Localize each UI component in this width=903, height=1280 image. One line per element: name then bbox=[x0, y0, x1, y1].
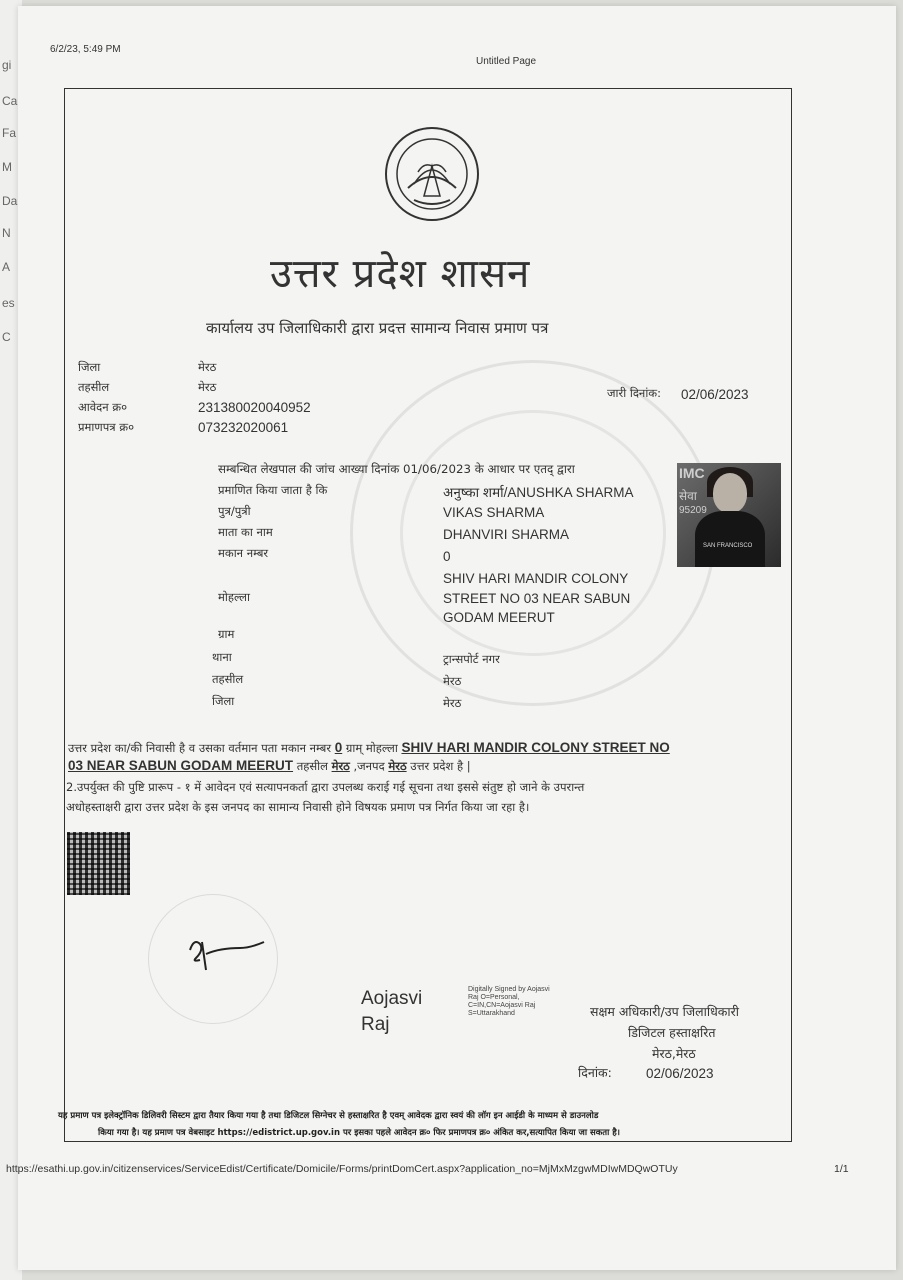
photo-shirt-text: SAN FRANCISCO bbox=[703, 543, 753, 549]
detail-value-name: अनुष्का शर्मा/ANUSHKA SHARMA bbox=[443, 485, 634, 500]
digital-signature-line: S=Uttarakhand bbox=[468, 1010, 515, 1017]
issue-date: 02/06/2023 bbox=[681, 387, 749, 402]
para2-line2: अधोहस्ताक्षरी द्वारा उत्तर प्रदेश के इस जनपद का सामान्य निवासी होने विषयक प्रमाण पत्र निर्गत किया जा रहा है। bbox=[66, 800, 530, 814]
photo-body bbox=[695, 511, 765, 567]
underlying-letter: N bbox=[2, 226, 11, 240]
uttar-pradesh-sarkar-seal-icon bbox=[384, 126, 480, 222]
certificate-footer-line1: यह प्रमाण पत्र इलेक्ट्रॉनिक डिलिवरी सिस्टम द्वारा तैयार किया गया है तथा डिजिटल सिग्नेचर से हस्ताक्षरित है एवम् आवेदक द्वारा स्वयं की लॉग इन आईडी के माध्यम से डाउनलोड bbox=[58, 1111, 599, 1121]
authority-date: 02/06/2023 bbox=[646, 1066, 714, 1081]
underlying-letter: A bbox=[2, 260, 11, 274]
detail-value-mother: DHANVIRI SHARMA bbox=[443, 527, 570, 542]
print-url: https://esathi.up.gov.in/citizenservices/ServiceEdist/Certificate/Domicile/Forms/printDomCert.aspx?application_no=MjMxMzgwMDIwMDQwOTUy bbox=[6, 1163, 678, 1175]
underlying-letter: Fa bbox=[2, 126, 17, 140]
meta-label-certificate-no: प्रमाणपत्र क्र० bbox=[78, 420, 135, 434]
underlying-letter: gi bbox=[2, 58, 12, 72]
certificate-subtitle: कार्यालय उप जिलाधिकारी द्वारा प्रदत्त सामान्य निवास प्रमाण पत्र bbox=[206, 319, 549, 337]
detail-value-police-station: ट्रान्सपोर्ट नगर bbox=[443, 652, 500, 666]
meta-label-application-no: आवेदन क्र० bbox=[78, 400, 128, 414]
digital-signature-block bbox=[468, 986, 588, 1018]
digital-signature-line: Raj O=Personal, bbox=[468, 994, 520, 1001]
detail-label-tehsil: तहसील bbox=[212, 672, 244, 686]
print-page-number: 1/1 bbox=[834, 1163, 849, 1175]
photo-overlay-text: IMC bbox=[679, 465, 705, 481]
para1-mohalla: SHIV HARI MANDIR COLONY STREET NO bbox=[401, 740, 670, 755]
para1-text: तहसील bbox=[296, 759, 328, 773]
authority-date-label: दिनांक: bbox=[578, 1065, 612, 1080]
meta-label-district: जिला bbox=[78, 360, 101, 374]
underlying-letter: Da bbox=[2, 194, 18, 208]
underlying-letter: C bbox=[2, 330, 11, 344]
detail-value-mohalla-line2: STREET NO 03 NEAR SABUN bbox=[443, 591, 631, 606]
photo-overlay-text: सेवा bbox=[679, 489, 697, 503]
meta-label-tehsil: तहसील bbox=[78, 380, 110, 394]
detail-value-district: मेरठ bbox=[443, 696, 462, 710]
detail-label-certify: प्रमाणित किया जाता है कि bbox=[218, 483, 328, 497]
para1-mohalla-cont: 03 NEAR SABUN GODAM MEERUT bbox=[68, 758, 294, 773]
detail-label-district: जिला bbox=[212, 694, 235, 708]
detail-value-tehsil: मेरठ bbox=[443, 674, 462, 688]
underlying-letter: es bbox=[2, 296, 15, 310]
detail-value-mohalla-line1: SHIV HARI MANDIR COLONY bbox=[443, 571, 629, 586]
authority-title: सक्षम अधिकारी/उप जिलाधिकारी bbox=[590, 1004, 739, 1019]
para1-text: उत्तर प्रदेश है | bbox=[410, 759, 471, 773]
certificate-title: उत्तर प्रदेश शासन bbox=[270, 251, 531, 297]
underlying-letter: Ca bbox=[2, 94, 18, 108]
para1-line1 bbox=[68, 740, 670, 756]
print-page-title: Untitled Page bbox=[476, 56, 537, 67]
authority-location: मेरठ,मेरठ bbox=[652, 1046, 696, 1061]
meta-value-application-no: 231380020040952 bbox=[198, 400, 311, 415]
intro-line: सम्बन्धित लेखपाल की जांच आख्या दिनांक 01/06/2023 के आधार पर एतद् द्वारा bbox=[218, 462, 575, 476]
qr-code bbox=[67, 832, 130, 895]
detail-label-mother: माता का नाम bbox=[218, 525, 273, 539]
detail-label-police-station: थाना bbox=[212, 650, 232, 664]
detail-value-house-no: 0 bbox=[443, 549, 451, 564]
underlying-letter: M bbox=[2, 160, 12, 174]
certificate-footer-line2: किया गया है। यह प्रमाण पत्र वेबसाइट https://edistrict.up.gov.in पर इसका पहले आवेदन क्र० फिर प्रमाणपत्र क्र० अंकित कर,सत्यापित किया जा सकता है। bbox=[98, 1128, 621, 1138]
detail-value-mohalla-line3: GODAM MEERUT bbox=[443, 610, 555, 625]
handwritten-signature bbox=[180, 920, 270, 980]
para1-house-no: 0 bbox=[334, 740, 343, 755]
print-datetime: 6/2/23, 5:49 PM bbox=[50, 44, 121, 55]
digital-signature-line: C=IN,CN=Aojasvi Raj bbox=[468, 1002, 536, 1009]
digital-signature-line: Digitally Signed by Aojasvi bbox=[468, 986, 550, 993]
detail-label-parent: पुत्र/पुत्री bbox=[218, 504, 251, 518]
detail-label-village: ग्राम bbox=[218, 627, 235, 641]
meta-value-tehsil: मेरठ bbox=[198, 380, 217, 394]
photo-face bbox=[713, 473, 747, 513]
detail-label-house-no: मकान नम्बर bbox=[218, 546, 269, 560]
para1-text: ,जनपद bbox=[353, 759, 385, 773]
meta-value-certificate-no: 073232020061 bbox=[198, 420, 289, 435]
para1-line2 bbox=[68, 758, 471, 774]
para1-tehsil: मेरठ bbox=[331, 759, 350, 773]
detail-value-parent: VIKAS SHARMA bbox=[443, 505, 545, 520]
meta-value-district: मेरठ bbox=[198, 360, 217, 374]
signer-name-line1: Aojasvi bbox=[361, 988, 423, 1009]
para1-text: ग्राम् मोहल्ला bbox=[345, 741, 398, 755]
authority-digital-signed: डिजिटल हस्ताक्षरित bbox=[628, 1025, 716, 1040]
applicant-photo bbox=[677, 463, 781, 567]
issue-date-label: जारी दिनांक: bbox=[607, 386, 662, 400]
photo-overlay-text: 95209 bbox=[679, 505, 707, 516]
para2-line1: 2.उपर्युक्त की पुष्टि प्रारूप - १ में आवेदन एवं सत्यापनकर्ता द्वारा उपलब्ध कराई गई सूचना तथा इससे संतुष्ट हो जाने के उपरान्त bbox=[66, 780, 585, 794]
signer-name-line2: Raj bbox=[361, 1014, 390, 1035]
para1-district: मेरठ bbox=[388, 759, 407, 773]
detail-label-mohalla: मोहल्ला bbox=[218, 590, 250, 604]
para1-text: उत्तर प्रदेश का/की निवासी है व उसका वर्तमान पता मकान नम्बर bbox=[68, 741, 332, 755]
